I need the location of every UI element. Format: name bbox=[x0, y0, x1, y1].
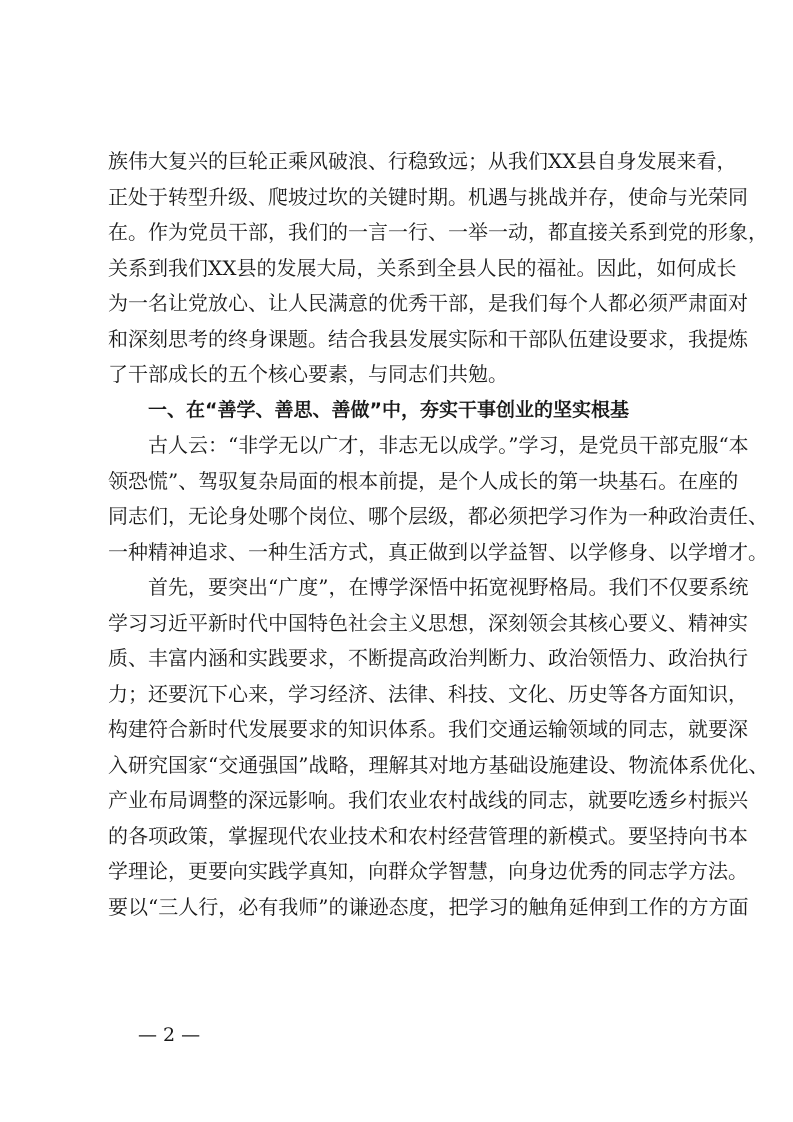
text-line: 正处于转型升级、爬坡过坎的关键时期。机遇与挑战并存，使命与光荣同 bbox=[108, 184, 748, 209]
text-line: 族伟大复兴的巨轮正乘风破浪、行稳致远；从我们XX县自身发展来看， bbox=[108, 149, 737, 173]
page-number: — 2 — bbox=[138, 1024, 201, 1046]
text-line: 首先，要突出“广度”，在博学深悟中拓宽视野格局。我们不仅要系统 bbox=[148, 575, 749, 599]
text-line: 产业布局调整的深远影响。我们农业农村战线的同志，就要吃透乡村振兴 bbox=[108, 788, 748, 812]
section-heading: 一、在“善学、善思、善做”中，夯实干事创业的坚实根基 bbox=[148, 398, 629, 421]
text-line: 一种精神追求、一种生活方式，真正做到以学益智、以学修身、以学增才。 bbox=[108, 539, 768, 564]
text-line: 古人云：“非学无以广才，非志无以成学。”学习，是党员干部克服“本 bbox=[148, 433, 749, 457]
text-line: 和深刻思考的终身课题。结合我县发展实际和干部队伍建设要求，我提炼 bbox=[108, 326, 748, 351]
text-line: 同志们，无论身处哪个岗位、哪个层级，都必须把学习作为一种政治责任、 bbox=[108, 504, 768, 528]
text-line: 入研究国家“交通强国”战略，理解其对地方基础设施建设、物流体系优化、 bbox=[108, 752, 769, 777]
text-line: 质、丰富内涵和实践要求，不断提高政治判断力、政治领悟力、政治执行 bbox=[108, 646, 748, 670]
text-line: 学习习近平新时代中国特色社会主义思想，深刻领会其核心要义、精神实 bbox=[108, 610, 748, 635]
text-line: 关系到我们XX县的发展大局，关系到全县人民的福祉。因此，如何成长 bbox=[108, 255, 737, 280]
paragraph-3 bbox=[108, 570, 769, 925]
text-line: 要以“三人行，必有我师”的谦逊态度，把学习的触角延伸到工作的方方面 bbox=[108, 894, 749, 919]
paragraph-2 bbox=[108, 428, 768, 570]
text-line: 在。作为党员干部，我们的一言一行、一举一动，都直接关系到党的形象， bbox=[108, 220, 768, 244]
text-line: 学理论，更要向实践学真知，向群众学智慧，向身边优秀的同志学方法。 bbox=[108, 859, 748, 883]
text-line: 为一名让党放心、让人民满意的优秀干部，是我们每个人都必须严肃面对 bbox=[108, 291, 748, 315]
text-line: 领恐慌”、驾驭复杂局面的根本前提，是个人成长的第一块基石。在座的 bbox=[108, 468, 739, 493]
body-text bbox=[108, 144, 769, 925]
text-line: 力；还要沉下心来，学习经济、法律、科技、文化、历史等各方面知识， bbox=[108, 681, 748, 706]
text-line: 构建符合新时代发展要求的知识体系。我们交通运输领域的同志，就要深 bbox=[108, 717, 748, 741]
paragraph-1 bbox=[108, 144, 768, 393]
text-line: 了干部成长的五个核心要素，与同志们共勉。 bbox=[108, 362, 508, 386]
text-line: 的各项政策，掌握现代农业技术和农村经营管理的新模式。要坚持向书本 bbox=[108, 823, 748, 848]
